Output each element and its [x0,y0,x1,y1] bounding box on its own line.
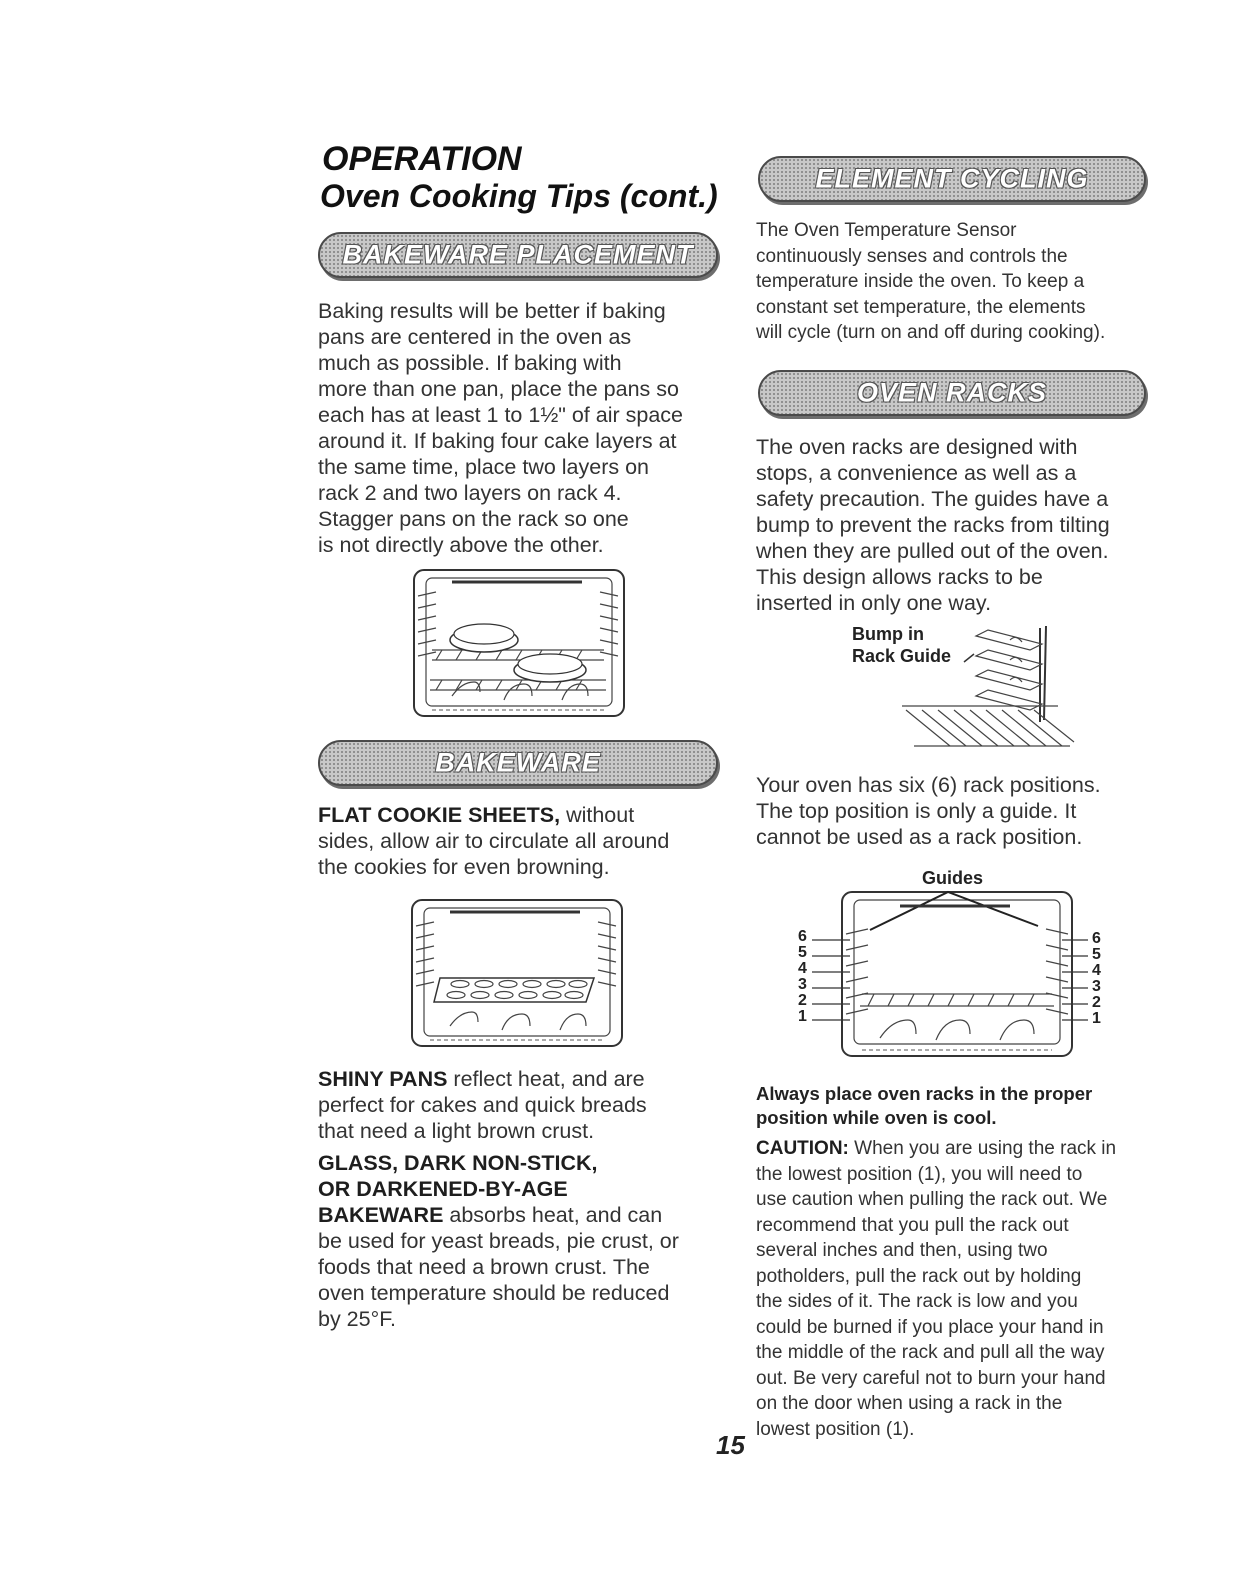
text-line: stops, a convenience as well as a [756,461,1077,485]
rack-number-left-3: 3 [798,976,807,993]
text-line: out. Be very careful not to burn your hand [756,1367,1106,1389]
text-line: the sides of it. The rack is low and you [756,1291,1078,1312]
text-line: Your oven has six (6) rack positions. [756,773,1101,797]
text-line: position while oven is cool. [756,1107,997,1128]
text-line: when they are pulled out of the oven. [756,539,1109,563]
banner-element-cycling [758,156,1146,202]
text-line: The oven racks are designed with [756,435,1078,459]
text-line [318,1066,718,1092]
text-line: inserted in only one way. [756,591,992,615]
text-line: perfect for cakes and quick breads [318,1093,647,1117]
text-line: around it. If baking four cake layers at [318,429,677,453]
text-line: bump to prevent the racks from tilting [756,513,1110,537]
text-line: constant set temperature, the elements [756,296,1086,318]
text-line: the cookies for even browning. [318,855,610,879]
text-line: temperature inside the oven. To keep a [756,271,1085,292]
text-line [318,802,718,828]
glass-heading-line: OR DARKENED-BY-AGE [318,1177,568,1201]
rack-number-left-4: 4 [798,960,807,977]
page-subtitle: Oven Cooking Tips (cont.) [320,178,718,214]
banner-oven-racks [758,370,1146,416]
banner-bakeware [318,740,718,786]
text-line: pans are centered in the oven as [318,325,632,349]
text-line: use caution when pulling the rack out. We [756,1189,1108,1210]
page-number: 15 [716,1430,745,1460]
rack-number-left-6: 6 [798,928,807,945]
banner-bakeware-placement [318,232,718,278]
banner-bakeware-label: BAKEWARE [435,747,601,778]
text-line: foods that need a brown crust. The [318,1255,650,1279]
text-line: continuously senses and controls the [756,245,1068,267]
banner-bakeware-placement-label: BAKEWARE PLACEMENT [342,239,694,270]
text-line: the lowest position (1), you will need to [756,1163,1083,1185]
text-line: could be burned if you place your hand in [756,1316,1104,1338]
banner-element-cycling-label: ELEMENT CYCLING [815,163,1089,194]
text-line: cannot be used as a rack position. [756,825,1083,849]
placement-paragraph [318,298,718,558]
text-line: much as possible. If baking with [318,351,622,375]
oven-cookie-sheet-illustration [410,898,625,1050]
rack-number-left-1: 1 [798,1008,807,1025]
text-span: without [560,803,635,827]
rack-guide-illustration [890,622,1090,762]
text-line: sides, allow air to circulate all around [318,829,670,853]
text-span: absorbs heat, and can [443,1203,663,1227]
rack-number-right-6: 6 [1092,930,1101,947]
rack-number-left-2: 2 [798,992,807,1009]
text-line: recommend that you pull the rack out [756,1214,1069,1236]
rack-number-right-1: 1 [1092,1010,1101,1027]
text-line [318,1202,718,1228]
text-line: on the door when using a rack in the [756,1393,1063,1414]
text-line: the middle of the rack and pull all the way [756,1342,1105,1363]
text-line: Stagger pans on the rack so one [318,507,629,531]
rack-positions-illustration [840,890,1090,1060]
text-line: rack 2 and two layers on rack 4. [318,481,622,505]
rack-number-right-5: 5 [1092,946,1101,963]
text-line: several inches and then, using two [756,1240,1048,1261]
text-line: lowest position (1). [756,1418,915,1440]
text-span: When you are using the rack in [848,1138,1117,1159]
bump-label-line1: Bump in [852,624,924,644]
text-line [756,1136,1176,1162]
caution-paragraph [756,1136,1176,1442]
text-line: that need a light brown crust. [318,1119,595,1143]
glass-heading-line: GLASS, DARK NON-STICK, [318,1151,598,1175]
oven-pies-illustration [412,568,627,720]
caution-heading: CAUTION: [756,1138,849,1159]
shiny-pans-paragraph [318,1066,718,1144]
text-line: This design allows racks to be [756,565,1043,589]
text-line: be used for yeast breads, pie crust, or [318,1229,679,1253]
always-note [756,1082,1166,1130]
glass-bakeware-paragraph [318,1150,718,1332]
section-title: OPERATION [322,140,522,178]
rack-number-right-3: 3 [1092,978,1101,995]
text-span: reflect heat, and are [447,1067,645,1091]
flat-cookie-paragraph [318,802,718,880]
shiny-pans-heading: SHINY PANS [318,1067,448,1091]
text-line: Baking results will be better if baking [318,299,666,323]
text-line: oven temperature should be reduced [318,1281,670,1305]
bump-label-line2: Rack Guide [852,646,952,666]
banner-oven-racks-label: OVEN RACKS [856,377,1048,408]
text-line: is not directly above the other. [318,533,604,557]
rack-number-right-2: 2 [1092,994,1101,1011]
rack-number-left-5: 5 [798,944,807,961]
text-line: the same time, place two layers on [318,455,650,479]
cycling-paragraph [756,218,1156,346]
text-line: The Oven Temperature Sensor [756,220,1017,241]
guides-label: Guides [922,868,984,888]
text-line: The top position is only a guide. It [756,799,1077,823]
flat-cookie-heading: FLAT COOKIE SHEETS, [318,803,561,827]
text-line: potholders, pull the rack out by holding [756,1265,1082,1287]
oven-racks-paragraph [756,434,1156,616]
rack-number-right-4: 4 [1092,962,1101,979]
text-line: Always place oven racks in the proper [756,1083,1093,1104]
rack-positions-paragraph [756,772,1156,850]
text-line: will cycle (turn on and off during cooking). [756,322,1106,343]
glass-heading-line: BAKEWARE [318,1203,444,1227]
text-line: more than one pan, place the pans so [318,377,679,401]
text-line: each has at least 1 to 1½" of air space [318,403,683,427]
text-line: safety precaution. The guides have a [756,487,1109,511]
text-line: by 25°F. [318,1307,396,1331]
